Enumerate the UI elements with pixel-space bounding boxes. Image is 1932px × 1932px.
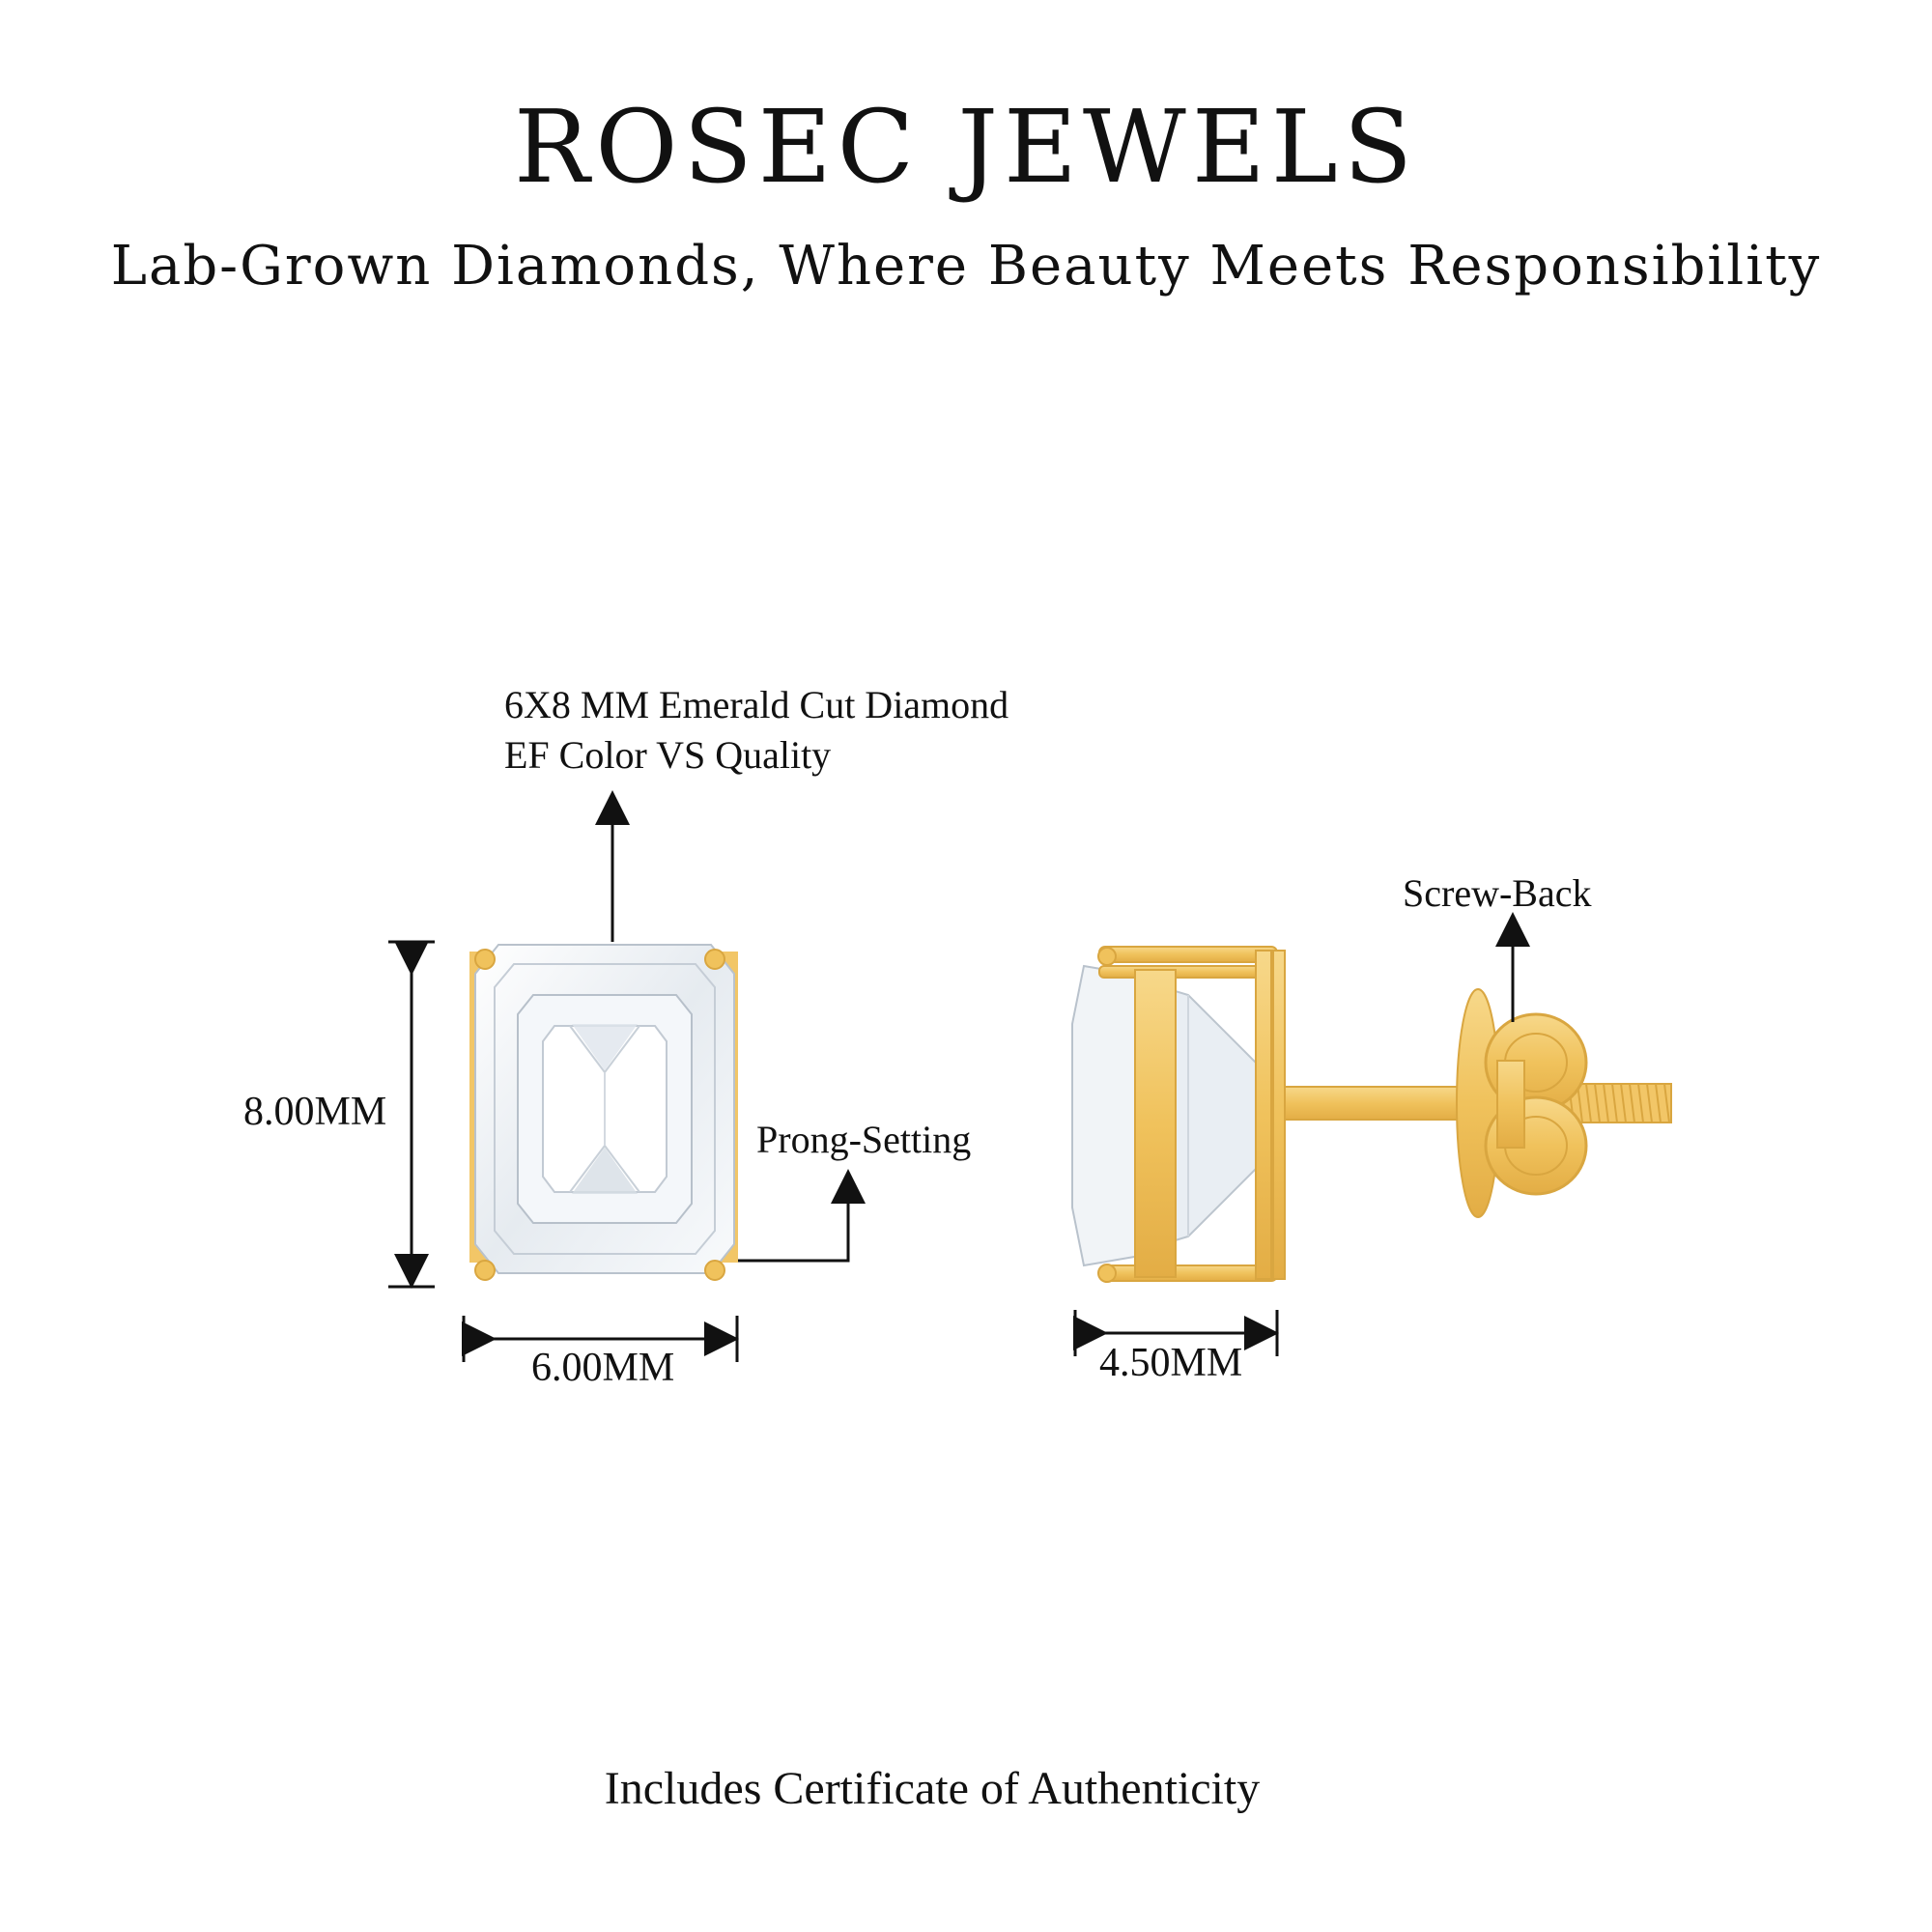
height-dimension-label: 8.00MM xyxy=(243,1090,387,1134)
prong-setting-label: Prong-Setting xyxy=(756,1118,972,1161)
tagline: Lab-Grown Diamonds, Where Beauty Meets Responsibility xyxy=(110,235,1822,298)
side-view-earring xyxy=(1072,947,1671,1282)
screw-back-label: Screw-Back xyxy=(1403,871,1592,915)
depth-dimension-label: 4.50MM xyxy=(1099,1341,1243,1385)
stone-spec-line-1: 6X8 MM Emerald Cut Diamond xyxy=(504,683,1009,726)
prong-top-left xyxy=(475,950,495,969)
stone-spec-line-2: EF Color VS Quality xyxy=(504,733,832,777)
screw-back-disc xyxy=(1457,989,1499,1217)
prong-bottom-right xyxy=(705,1261,724,1280)
prong-bottom-left xyxy=(475,1261,495,1280)
prong-top-right xyxy=(705,950,724,969)
certificate-note: Includes Certificate of Authenticity xyxy=(604,1763,1261,1814)
stone-side-profile xyxy=(1072,966,1140,1265)
post xyxy=(1285,1087,1468,1120)
brand-title: ROSEC JEWELS xyxy=(513,88,1419,206)
front-view-earring xyxy=(469,945,738,1280)
width-dimension-label: 6.00MM xyxy=(531,1346,675,1390)
height-dimension-line xyxy=(388,942,435,1287)
prong-callout-arrow xyxy=(738,1186,848,1261)
